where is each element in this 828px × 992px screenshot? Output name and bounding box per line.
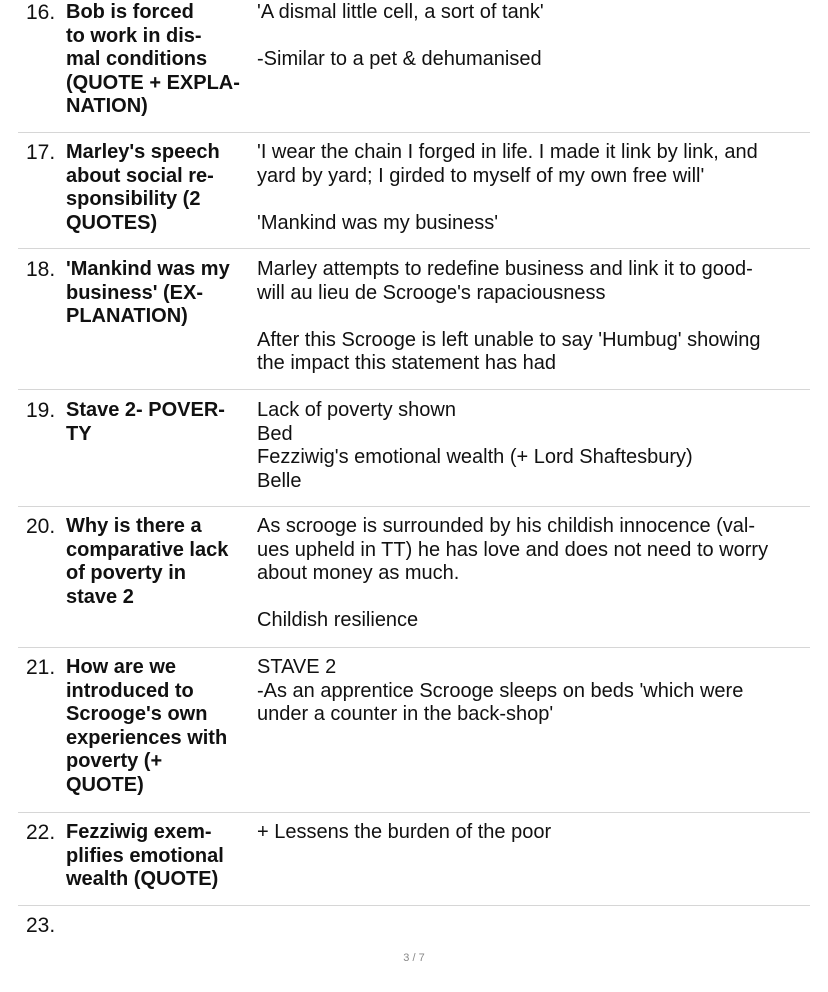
flashcard-row xyxy=(18,249,810,390)
card-term: 'Mankind was my business' (EX- PLANATION) xyxy=(66,258,230,327)
card-definition: 'I wear the chain I forged in life. I made it link by link, and yard by yard; I girded to myself of my own free will' 'Mankind was my business' xyxy=(257,141,758,234)
flashcard-row xyxy=(18,0,810,133)
card-term: Bob is forced to work in dis- mal conditions (QUOTE + EXPLA- NATION) xyxy=(66,1,240,117)
card-term: Why is there a comparative lack of poverty in stave 2 xyxy=(66,515,229,608)
flashcard-row xyxy=(18,133,810,249)
flashcard-row xyxy=(18,507,810,648)
card-number: 23. xyxy=(26,914,56,937)
flashcard-row xyxy=(18,648,810,813)
card-number: 16. xyxy=(26,1,56,24)
flashcard-row xyxy=(18,390,810,507)
card-term: Fezziwig exem- plifies emotional wealth (QUOTE) xyxy=(66,821,224,890)
page-indicator: 3 / 7 xyxy=(403,952,425,964)
card-number: 18. xyxy=(26,258,56,281)
card-definition: Lack of poverty shown Bed Fezziwig's emotional wealth (+ Lord Shaftesbury) Belle xyxy=(257,399,693,492)
card-number: 19. xyxy=(26,399,56,422)
card-definition: 'A dismal little cell, a sort of tank' -Similar to a pet & dehumanised xyxy=(257,1,544,70)
flashcard-row xyxy=(18,906,810,946)
card-term: Stave 2- POVER- TY xyxy=(66,399,225,445)
card-number: 22. xyxy=(26,821,56,844)
card-term: Marley's speech about social re- sponsibility (2 QUOTES) xyxy=(66,141,220,234)
card-definition: Marley attempts to redefine business and link it to good- will au lieu de Scrooge's rapaciousness After this Scrooge is left unable to say 'Humbug' showing the impact this statement has had xyxy=(257,258,761,374)
flashcard-row xyxy=(18,813,810,906)
card-definition: STAVE 2 -As an apprentice Scrooge sleeps on beds 'which were under a counter in the back-shop' xyxy=(257,656,744,725)
card-term: How are we introduced to Scrooge's own experiences with poverty (+ QUOTE) xyxy=(66,656,228,796)
card-definition: + Lessens the burden of the poor xyxy=(257,821,552,843)
card-number: 20. xyxy=(26,515,56,538)
card-number: 17. xyxy=(26,141,56,164)
card-number: 21. xyxy=(26,656,56,679)
card-definition: As scrooge is surrounded by his childish innocence (val- ues upheld in TT) he has love and does not need to worry about money as much. Childish resilience xyxy=(257,515,769,631)
